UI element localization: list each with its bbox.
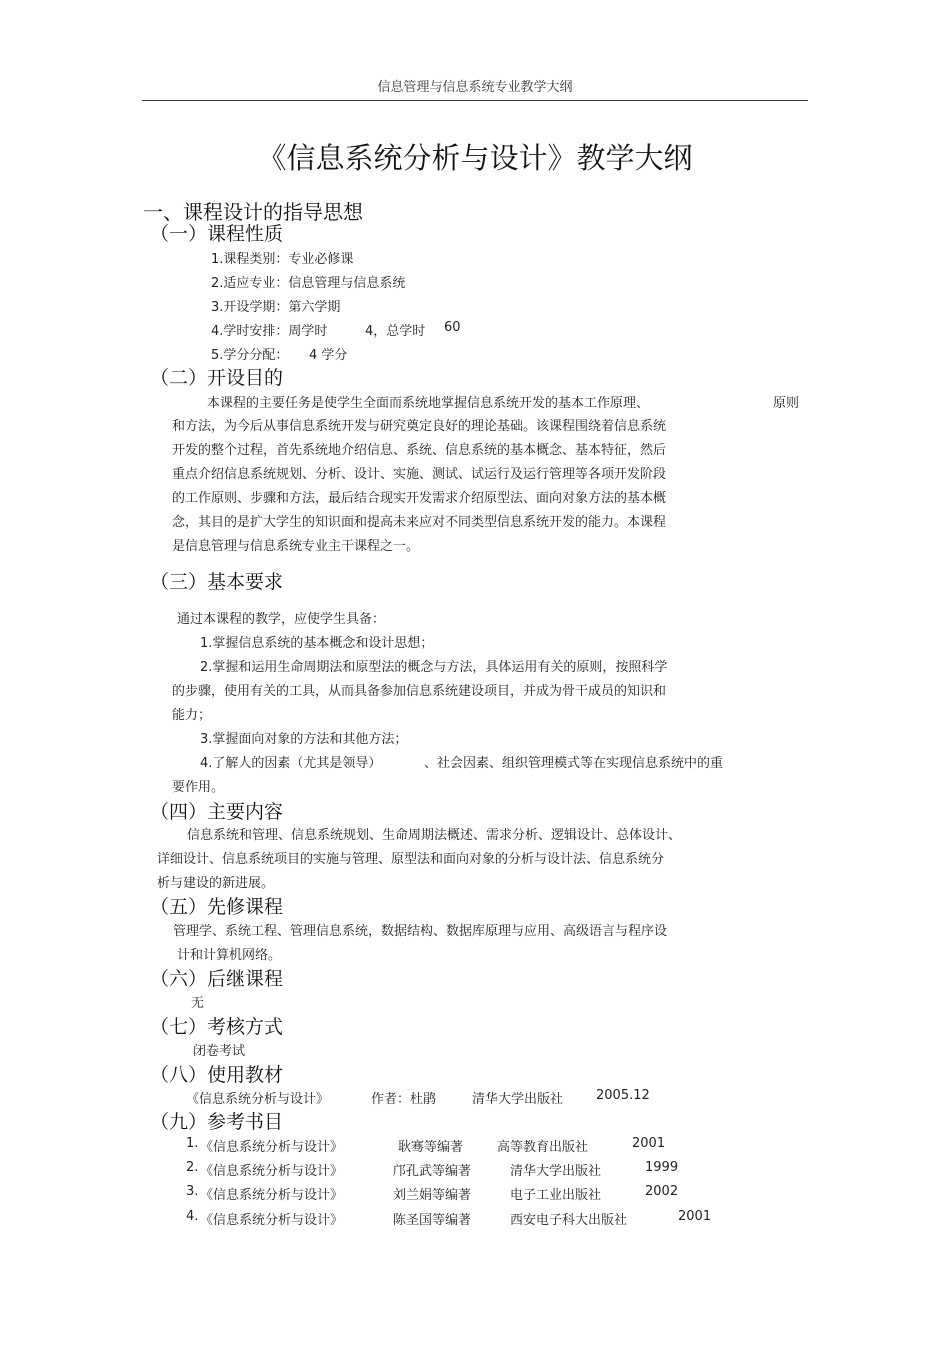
purpose-line-tail: 原则 [773, 396, 800, 411]
reference-publisher: 清华大学出版社 [510, 1164, 602, 1179]
reference-title: 《信息系统分析与设计》 [200, 1213, 344, 1228]
reference-author: 刘兰娟等编著 [393, 1188, 472, 1203]
textbook-year: 2005.12 [596, 1088, 650, 1103]
semester: 3.开设学期：第六学期 [211, 300, 341, 315]
purpose-line: 重点介绍信息系统规划、分析、设计、实施、测试、试运行及运行管理等各项开发阶段 [172, 467, 667, 482]
reference-title: 《信息系统分析与设计》 [200, 1164, 344, 1179]
credit-value: 4 学分 [309, 348, 348, 363]
section-heading-guiding: 一、课程设计的指导思想 [143, 200, 363, 224]
hours-label: 4.学时安排：周学时 [211, 324, 328, 339]
course-category: 1.课程类别：专业必修课 [211, 252, 354, 267]
page-header: 信息管理与信息系统专业教学大纲 [377, 80, 573, 95]
subsection-heading-assessment: （七）考核方式 [150, 1016, 284, 1038]
followup-text: 无 [191, 996, 205, 1011]
reference-year: 1999 [645, 1160, 679, 1175]
hours-total: 60 [444, 320, 461, 335]
reference-author: 陈圣国等编著 [393, 1213, 472, 1228]
subsection-heading-textbook: （八）使用教材 [150, 1064, 284, 1086]
subsection-heading-content: （四）主要内容 [150, 801, 284, 823]
content-line: 信息系统和管理、信息系统规划、生命周期法概述、需求分析、逻辑设计、总体设计、 [187, 828, 682, 843]
subsection-heading-prerequisites: （五）先修课程 [150, 896, 284, 918]
reference-year: 2001 [678, 1209, 712, 1224]
prerequisite-line: 管理学、系统工程、管理信息系统，数据结构、数据库原理与应用、高级语言与程序设 [173, 924, 668, 939]
purpose-line: 的工作原则、步骤和方法，最后结合现实开发需求介绍原型法、面向对象方法的基本概 [172, 491, 667, 506]
reference-number: 2. [186, 1160, 199, 1175]
purpose-line: 念，其目的是扩大学生的知识面和提高未来应对不同类型信息系统开发的能力。本课程 [172, 515, 667, 530]
reference-author: 耿骞等编著 [398, 1140, 464, 1155]
header-rule [142, 100, 808, 101]
reference-publisher: 西安电子科大出版社 [510, 1213, 628, 1228]
requirement-item: 1.掌握信息系统的基本概念和设计思想； [200, 636, 434, 651]
reference-publisher: 高等教育出版社 [497, 1140, 589, 1155]
reference-number: 4. [186, 1209, 199, 1224]
applicable-major: 2.适应专业：信息管理与信息系统 [211, 276, 406, 291]
purpose-line: 是信息管理与信息系统专业主干课程之一。 [172, 539, 420, 554]
assessment-text: 闭卷考试 [193, 1044, 246, 1059]
requirement-item: 能力； [172, 708, 212, 723]
requirement-item: 的步骤，使用有关的工具，从而具备参加信息系统建设项目，并成为骨干成员的知识和 [172, 684, 667, 699]
purpose-line: 本课程的主要任务是使学生全面而系统地掌握信息系统开发的基本工作原理、 [207, 396, 650, 411]
reference-publisher: 电子工业出版社 [510, 1188, 602, 1203]
subsection-heading-nature: （一）课程性质 [150, 223, 284, 245]
subsection-heading-followup: （六）后继课程 [150, 968, 284, 990]
subsection-heading-purpose: （二）开设目的 [150, 367, 284, 389]
purpose-line: 开发的整个过程，首先系统地介绍信息、系统、信息系统的基本概念、基本特征，然后 [172, 443, 667, 458]
subsection-heading-requirements: （三）基本要求 [150, 571, 284, 593]
textbook-title: 《信息系统分析与设计》 [186, 1092, 330, 1107]
requirements-intro: 通过本课程的教学，应使学生具备： [177, 612, 386, 627]
textbook-publisher: 清华大学出版社 [472, 1092, 564, 1107]
requirement-item: 3.掌握面向对象的方法和其他方法； [200, 732, 408, 747]
reference-title: 《信息系统分析与设计》 [200, 1188, 344, 1203]
textbook-author: 作者：杜鹃 [371, 1092, 437, 1107]
reference-year: 2002 [645, 1184, 679, 1199]
content-line: 析与建设的新进展。 [157, 876, 275, 891]
credit-label: 5.学分分配： [211, 348, 289, 363]
reference-year: 2001 [632, 1136, 666, 1151]
hours-week: 4，总学时 [365, 324, 426, 339]
reference-number: 1. [186, 1136, 199, 1151]
reference-author: 邝孔武等编著 [393, 1164, 472, 1179]
prerequisite-line: 计和计算机网络。 [177, 948, 282, 963]
requirement-item: 4.了解人的因素（尤其是领导） [200, 756, 382, 771]
purpose-line: 和方法，为今后从事信息系统开发与研究奠定良好的理论基础。该课程围绕着信息系统 [172, 419, 667, 434]
content-line: 详细设计、信息系统项目的实施与管理、原型法和面向对象的分析与设计法、信息系统分 [157, 852, 665, 867]
requirement-item: 、社会因素、组织管理模式等在实现信息系统中的重 [424, 756, 724, 771]
subsection-heading-references: （九）参考书目 [150, 1111, 284, 1133]
document-title: 《信息系统分析与设计》教学大纲 [257, 141, 693, 175]
requirement-item: 要作用。 [172, 780, 225, 795]
reference-title: 《信息系统分析与设计》 [200, 1140, 344, 1155]
reference-number: 3. [186, 1184, 199, 1199]
requirement-item: 2.掌握和运用生命周期法和原型法的概念与方法，具体运用有关的原则，按照科学 [200, 660, 668, 675]
